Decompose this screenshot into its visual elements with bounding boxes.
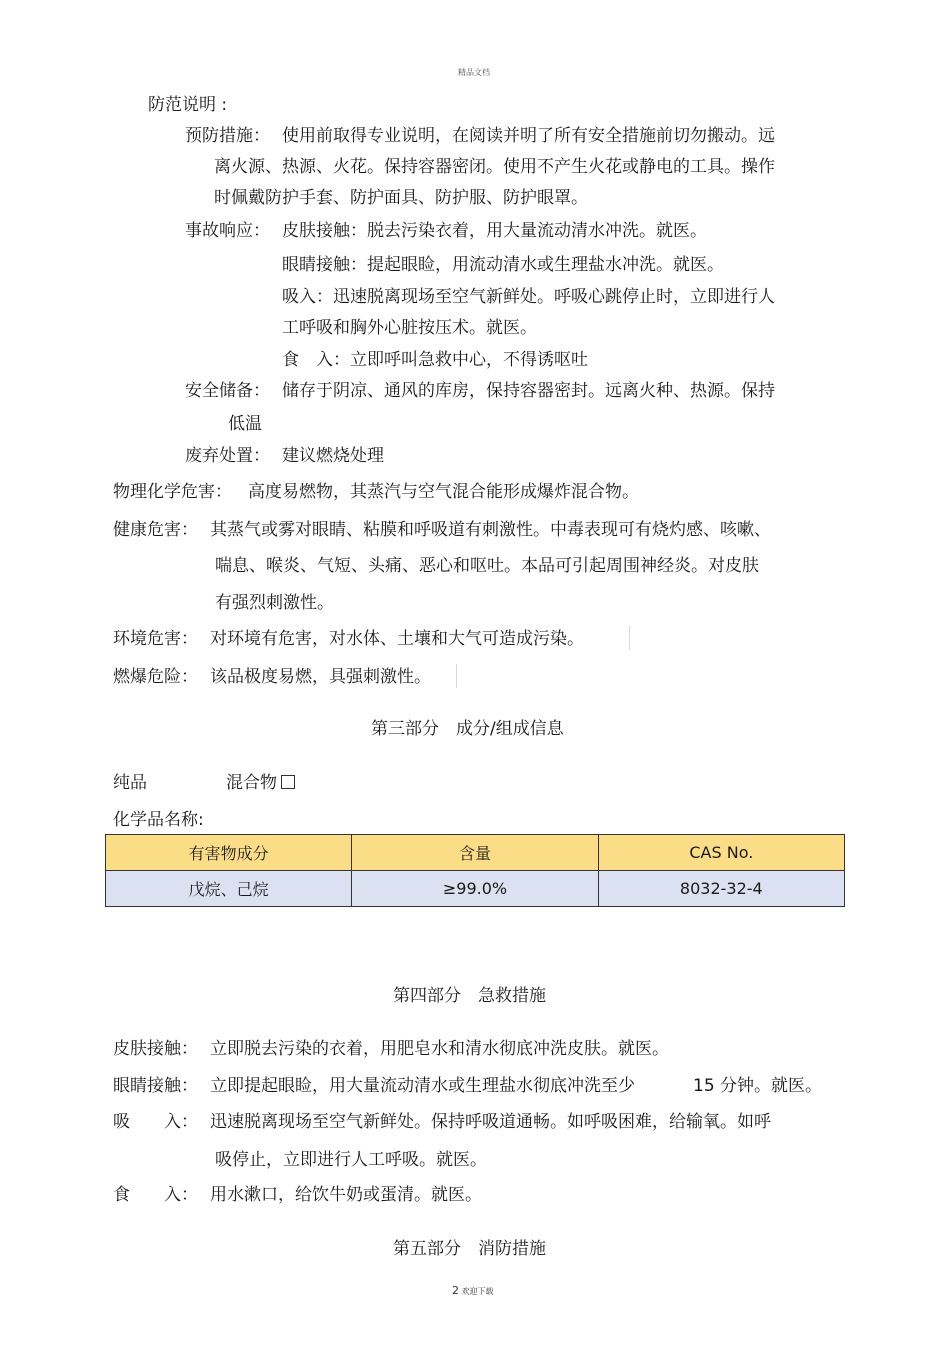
health-label: 健康危害： (113, 520, 198, 540)
ingest-text: 用水漱口，给饮牛奶或蛋清。就医。 (210, 1185, 482, 1205)
storage-line-2: 低温 (228, 414, 262, 434)
table-cell: ≥99.0% (352, 871, 598, 907)
table-cell: 戊烷、己烷 (106, 871, 352, 907)
skin-label: 皮肤接触： (113, 1039, 198, 1059)
response-skin: 皮肤接触：脱去污染衣着，用大量流动清水冲洗。就医。 (282, 221, 707, 241)
physchem-text: 高度易燃物，其蒸汽与空气混合能形成爆炸混合物。 (248, 482, 639, 502)
eye-label: 眼睛接触： (113, 1076, 198, 1096)
section5-title: 第五部分 消防措施 (393, 1239, 546, 1259)
precautions-title: 防范说明 : (148, 95, 228, 115)
composition-table (105, 834, 845, 907)
physchem-label: 物理化学危害： (113, 482, 232, 502)
response-eye: 眼睛接触：提起眼睑，用流动清水或生理盐水冲洗。就医。 (282, 255, 724, 275)
table-header: CAS No. (598, 835, 844, 871)
inhale-line-2: 吸停止，立即进行人工呼吸。就医。 (215, 1150, 487, 1170)
disposal-label: 废弃处置： (185, 446, 270, 466)
pure-label: 纯品 (113, 773, 147, 793)
chem-name-label: 化学品名称: (113, 810, 204, 830)
page-header: 精品文档 (458, 68, 490, 77)
explosion-text: 该品极度易燃，具强刺激性。 (210, 667, 431, 687)
checkbox-icon (281, 775, 295, 789)
response-label: 事故响应： (185, 221, 270, 241)
table-row (106, 871, 845, 907)
table-header-row (106, 835, 845, 871)
table-cell: 8032-32-4 (598, 871, 844, 907)
environment-label: 环境危害： (113, 629, 198, 649)
inhale-line-1: 迅速脱离现场至空气新鲜处。保持呼吸道通畅。如呼吸困难，给输氧。如呼 (210, 1112, 771, 1132)
prevention-line-3: 时佩戴防护手套、防护面具、防护服、防护眼罩。 (214, 188, 588, 208)
footer-text: 欢迎下载 (461, 1287, 494, 1296)
storage-label: 安全储备： (185, 381, 270, 401)
table-header: 含量 (352, 835, 598, 871)
ingest-label: 食 入： (113, 1185, 198, 1205)
disposal-text: 建议燃烧处理 (282, 446, 384, 466)
explosion-label: 燃爆危险： (113, 667, 198, 687)
page-footer (452, 1284, 494, 1297)
text-divider (629, 626, 630, 650)
storage-line-1: 储存于阴凉、通风的库房，保持容器密封。远离火种、热源。保持 (282, 381, 775, 401)
response-inhale-1: 吸入：迅速脱离现场至空气新鲜处。呼吸心跳停止时，立即进行人 (282, 287, 775, 307)
mixture-label: 混合物 (226, 773, 277, 793)
text-divider (456, 664, 457, 688)
table-header: 有害物成分 (106, 835, 352, 871)
response-inhale-2: 工呼吸和胸外心脏按压术。就医。 (282, 318, 537, 338)
skin-text: 立即脱去污染的衣着，用肥皂水和清水彻底冲洗皮肤。就医。 (210, 1039, 669, 1059)
health-line-3: 有强烈刺激性。 (215, 593, 334, 613)
page-number: 2 (452, 1284, 459, 1297)
mixture-option (226, 772, 295, 794)
prevention-line-1: 使用前取得专业说明，在阅读并明了所有安全措施前切勿搬动。远 (282, 126, 775, 146)
section3-title: 第三部分 成分/组成信息 (371, 719, 564, 739)
response-ingest: 食 入：立即呼叫急救中心，不得诱呕吐 (282, 350, 588, 370)
inhale-label: 吸 入： (113, 1112, 198, 1132)
health-line-1: 其蒸气或雾对眼睛、粘膜和呼吸道有刺激性。中毒表现可有烧灼感、咳嗽、 (210, 520, 771, 540)
eye-text-tail: 15 分钟。就医。 (693, 1076, 823, 1096)
prevention-label: 预防措施： (185, 126, 270, 146)
health-line-2: 喘息、喉炎、气短、头痛、恶心和呕吐。本品可引起周围神经炎。对皮肤 (215, 556, 759, 576)
section4-title: 第四部分 急救措施 (393, 986, 546, 1006)
eye-text: 立即提起眼睑，用大量流动清水或生理盐水彻底冲洗至少 (210, 1076, 635, 1096)
prevention-line-2: 离火源、热源、火花。保持容器密闭。使用不产生火花或静电的工具。操作 (214, 157, 775, 177)
environment-text: 对环境有危害，对水体、土壤和大气可造成污染。 (210, 629, 584, 649)
